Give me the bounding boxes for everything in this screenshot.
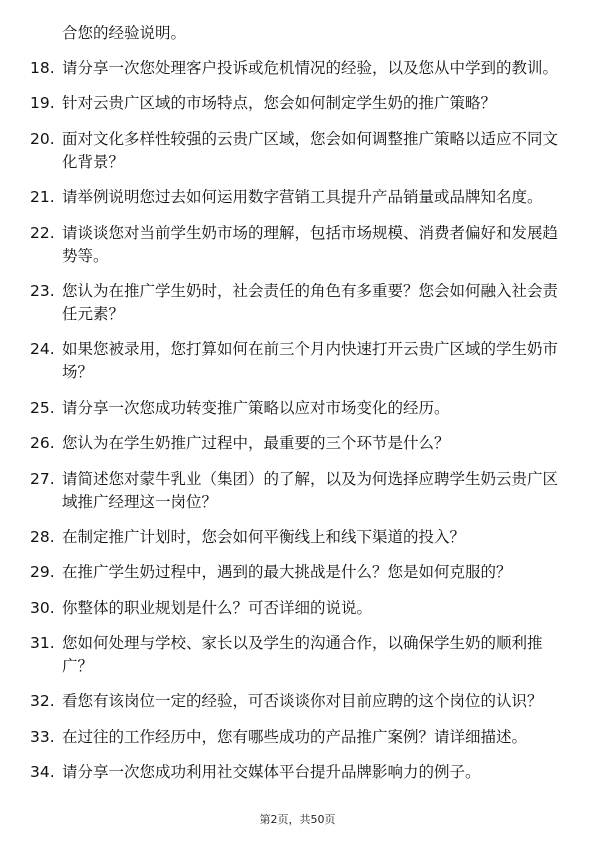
question-item xyxy=(30,92,570,115)
question-item xyxy=(30,561,570,584)
question-item xyxy=(30,57,570,80)
question-text: 您认为在推广学生奶时，社会责任的角色有多重要？您会如何融入社会责任元素？ xyxy=(62,281,559,323)
question-text: 面对文化多样性较强的云贵广区域，您会如何调整推广策略以适应不同文化背景？ xyxy=(62,129,559,171)
question-number: 30. xyxy=(30,598,55,617)
question-item xyxy=(30,222,570,268)
question-text: 在过往的工作经历中，您有哪些成功的产品推广案例？请详细描述。 xyxy=(62,727,528,746)
question-text: 针对云贵广区域的市场特点，您会如何制定学生奶的推广策略？ xyxy=(62,94,497,113)
question-item xyxy=(30,280,570,326)
question-text: 请分享一次您处理客户投诉或危机情况的经验，以及您从中学到的教训。 xyxy=(62,59,559,77)
question-number: 26. xyxy=(30,434,55,453)
question-number: 24. xyxy=(30,340,55,359)
question-text: 如果您被录用，您打算如何在前三个月内快速打开云贵广区域的学生奶市场？ xyxy=(62,340,559,382)
question-number: 27. xyxy=(30,469,55,488)
question-number: 29. xyxy=(30,563,55,582)
question-list xyxy=(30,57,570,797)
question-text: 请谈谈您对当前学生奶市场的理解，包括市场规模、消费者偏好和发展趋势等。 xyxy=(62,223,559,265)
question-item xyxy=(30,432,570,455)
question-item xyxy=(30,690,570,713)
question-item xyxy=(30,186,570,209)
question-item xyxy=(30,338,570,384)
question-number: 23. xyxy=(30,281,55,300)
question-number: 21. xyxy=(30,188,55,207)
question-item xyxy=(30,526,570,549)
question-text: 您认为在学生奶推广过程中，最重要的三个环节是什么？ xyxy=(62,434,450,453)
question-number: 19. xyxy=(30,94,55,113)
question-number: 28. xyxy=(30,527,55,546)
question-item xyxy=(30,397,570,420)
question-text: 看您有该岗位一定的经验，可否谈谈你对目前应聘的这个岗位的认识？ xyxy=(62,692,543,711)
question-text: 在推广学生奶过程中，遇到的最大挑战是什么？您是如何克服的？ xyxy=(62,563,512,582)
question-item xyxy=(30,468,570,514)
question-number: 25. xyxy=(30,398,55,417)
question-text: 你整体的职业规划是什么？可否详细的说说。 xyxy=(62,598,373,617)
question-number: 22. xyxy=(30,223,55,242)
question-number: 18. xyxy=(30,59,55,77)
page-footer: 第2页，共50页 xyxy=(259,813,336,826)
question-item xyxy=(30,726,570,749)
question-number: 31. xyxy=(30,634,55,653)
continued-text: 合您的经验说明。 xyxy=(62,24,187,42)
question-text: 请简述您对蒙牛乳业（集团）的了解，以及为何选择应聘学生奶云贵广区域推广经理这一岗位？ xyxy=(62,469,559,511)
question-text: 请分享一次您成功转变推广策略以应对市场变化的经历。 xyxy=(62,398,450,417)
question-number: 33. xyxy=(30,727,55,746)
question-text: 在制定推广计划时，您会如何平衡线上和线下渠道的投入？ xyxy=(62,527,466,546)
question-number: 32. xyxy=(30,692,55,711)
question-number: 34. xyxy=(30,763,55,782)
question-item xyxy=(30,632,570,678)
question-number: 20. xyxy=(30,129,55,148)
question-item xyxy=(30,761,570,784)
question-item xyxy=(30,597,570,620)
question-text: 请分享一次您成功利用社交媒体平台提升品牌影响力的例子。 xyxy=(62,763,481,782)
question-text: 请举例说明您过去如何运用数字营销工具提升产品销量或品牌知名度。 xyxy=(62,188,543,207)
question-item xyxy=(30,128,570,174)
question-text: 您如何处理与学校、家长以及学生的沟通合作，以确保学生奶的顺利推广？ xyxy=(62,634,543,676)
